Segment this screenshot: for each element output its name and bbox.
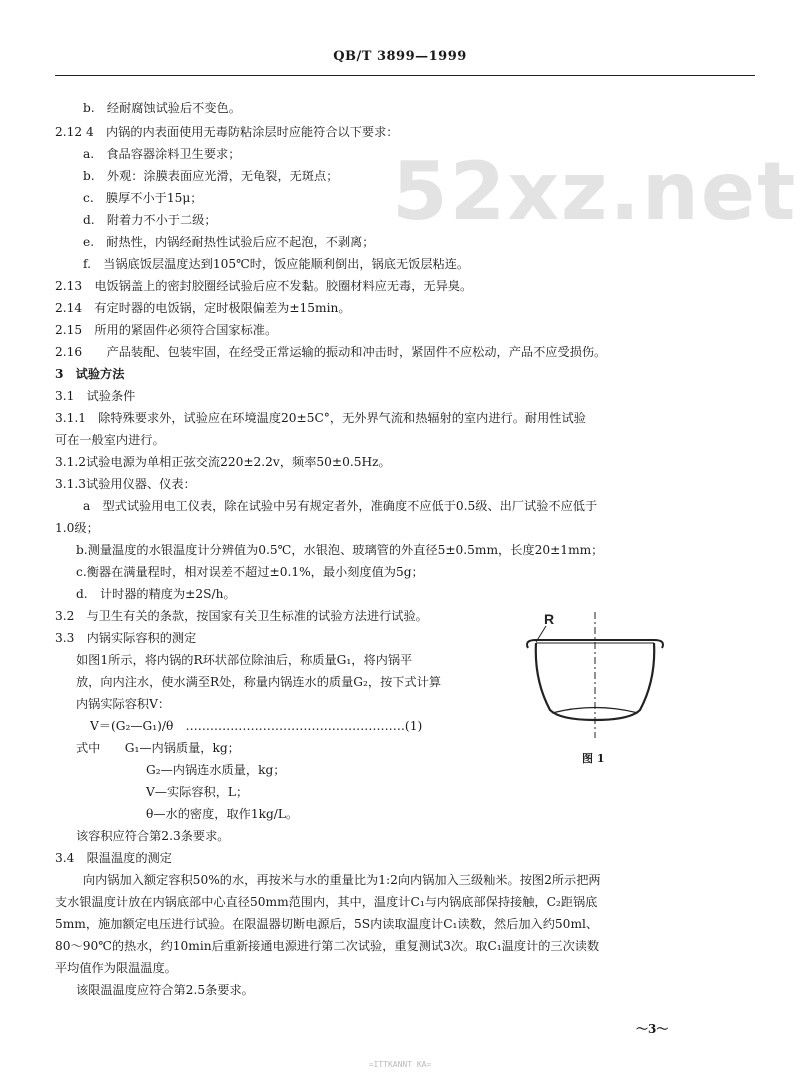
text-line: d. 计时器的精度为±2S/h。 (76, 587, 236, 601)
text-line: 2.12 4 内锅的内表面使用无毒防粘涂层时应能符合以下要求： (55, 125, 399, 139)
text-line: 2.16 产品装配、包装牢固，在经受正常运输的振动和冲击时，紧固件不应松动，产品不应受损伤。 (55, 345, 607, 359)
text-line: 80～90℃的热水，约10min后重新接通电源进行第二次试验，重复测试3次。取C₁温度计的三次读数 (55, 939, 600, 953)
text-line: 3.2 与卫生有关的条款，按国家有关卫生标准的试验方法进行试验。 (55, 609, 428, 623)
text-line: e. 耐热性，内锅经耐热性试验后应不起泡，不剥离； (83, 235, 375, 249)
footer-mark: =ITTKANNT KA= (368, 1060, 432, 1069)
text-line: 3.1.2试验电源为单相正弦交流220±2.2v，频率50±0.5Hz。 (55, 455, 391, 469)
header-rule (55, 75, 755, 76)
figure-caption: 图 1 (582, 752, 605, 765)
text-line: b.测量温度的水银温度计分辨值为0.5℃，水银泡、玻璃管的外直径5±0.5mm，长度20±1mm； (76, 543, 604, 557)
text-line: 向内锅加入额定容积50%的水，再按米与水的重量比为1:2向内锅加入三级籼米。按图2所示把两 (83, 873, 601, 887)
text-line: 该容积应符合第2.3条要求。 (76, 829, 230, 843)
document-code-header: QB/T 3899—1999 (333, 49, 467, 64)
text-line: 平均值作为限温温度。 (55, 961, 177, 975)
text-line: 5mm，施加额定电压进行试验。在限温器切断电源后，5S内读取温度计C₁读数，然后加入约50ml、 (55, 917, 599, 931)
text-line: 如图1所示，将内锅的R环状部位除油后，称质量G₁，将内锅平 (76, 653, 413, 667)
formula-definition: G₂—内锅连水质量，kg； (146, 763, 286, 777)
page-number: ～3～ (636, 1022, 669, 1036)
text-line: 内锅实际容积V： (76, 697, 171, 711)
text-line: f. 当锅底饭层温度达到105℃时，饭应能顺利倒出，锅底无饭层粘连。 (83, 257, 470, 271)
text-line: 放，向内注水，使水满至R处，称量内锅连水的质量G₂，按下式计算 (76, 675, 442, 689)
text-line: 2.13 电饭锅盖上的密封胶圈经试验后应不发黏。胶圈材料应无毒，无异臭。 (55, 279, 473, 293)
text-line: 可在一般室内进行。 (55, 433, 165, 447)
site-watermark: 52xz.net (392, 145, 798, 238)
section-heading: 3 试验方法 (55, 367, 125, 381)
text-line: 2.14 有定时器的电饭锅，定时极限偏差为±15min。 (55, 301, 351, 315)
text-line: c.衡器在满量程时，相对误差不超过±0.1%，最小刻度值为5g； (76, 565, 424, 579)
text-line: 2.15 所用的紧固件必须符合国家标准。 (55, 323, 278, 337)
formula-line: V＝(G₂—G₁)/θ ………………………………………………(1) (90, 719, 423, 733)
subsection-heading: 3.4 限温温度的测定 (55, 851, 172, 865)
text-line: 3.1.3试验用仪器、仪表： (55, 477, 196, 491)
formula-definition: θ—水的密度，取作1kg/L。 (146, 807, 299, 821)
text-line: 1.0级； (55, 521, 99, 535)
subsection-heading: 3.3 内锅实际容积的测定 (55, 631, 197, 645)
figure-inner-pot (510, 610, 710, 755)
subsection-heading: 3.1 试验条件 (55, 389, 136, 403)
formula-definition: 式中 G₁—内锅质量，kg； (76, 741, 240, 755)
text-line: a 型式试验用电工仪表，除在试验中另有规定者外，准确度不应低于0.5级、出厂试验不应低于 (83, 499, 598, 513)
text-line: 支水银温度计放在内锅底部中心直径50mm范围内，其中，温度计C₁与内锅底部保持接触，C₂距锅底 (55, 895, 598, 909)
inner-pot-drawing (510, 610, 710, 755)
text-line: b. 经耐腐蚀试验后不变色。 (83, 101, 241, 115)
figure-label-r: R (544, 611, 555, 627)
text-line: 该限温温度应符合第2.5条要求。 (76, 983, 254, 997)
text-line: d. 附着力不小于二级； (83, 213, 217, 227)
formula-definition: V—实际容积，L； (146, 785, 249, 799)
text-line: 3.1.1 除特殊要求外，试验应在环境温度20±5C°，无外界气流和热辐射的室内进行。耐用性试验 (55, 411, 586, 425)
text-line: c. 膜厚不小于15μ； (83, 191, 203, 205)
text-line: a. 食品容器涂料卫生要求； (83, 147, 241, 161)
text-line: b. 外观：涂膜表面应光滑，无龟裂，无斑点； (83, 169, 339, 183)
